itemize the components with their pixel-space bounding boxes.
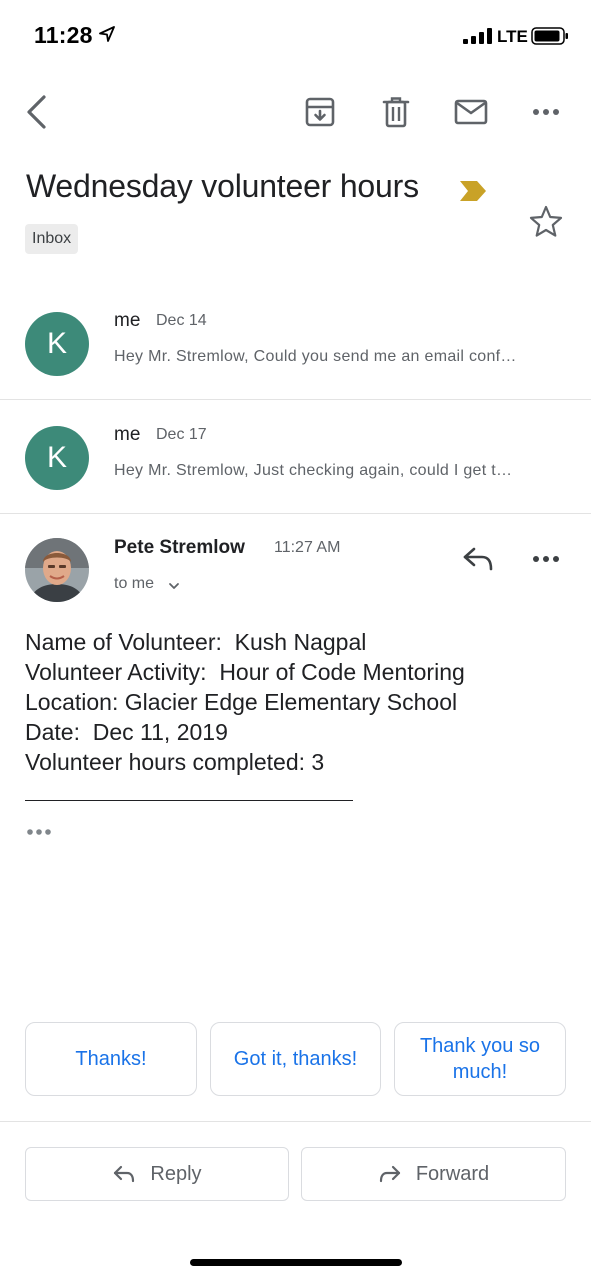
top-toolbar bbox=[0, 90, 591, 140]
collapsed-message[interactable] bbox=[0, 402, 591, 514]
smart-reply-button[interactable]: Got it, thanks! bbox=[210, 1022, 381, 1096]
inbox-label-chip[interactable]: Inbox bbox=[25, 224, 78, 254]
recipient-details-toggle[interactable]: to me bbox=[114, 575, 155, 592]
body-line: Volunteer Activity: Hour of Code Mentoring bbox=[25, 659, 465, 685]
more-icon bbox=[532, 555, 560, 563]
reply-label: Reply bbox=[150, 1162, 202, 1185]
message-sender: me bbox=[114, 424, 141, 445]
delete-icon bbox=[382, 96, 410, 128]
expanded-message-header bbox=[0, 515, 591, 615]
avatar: K bbox=[25, 426, 89, 490]
home-indicator[interactable] bbox=[190, 1259, 402, 1266]
delete-button[interactable] bbox=[374, 90, 418, 134]
email-subject: Wednesday volunteer hours bbox=[26, 168, 419, 204]
reply-button[interactable] bbox=[458, 541, 498, 577]
message-more-button[interactable] bbox=[524, 537, 568, 581]
bottom-divider bbox=[0, 1121, 591, 1122]
message-sender: me bbox=[114, 310, 141, 331]
mark-unread-button[interactable] bbox=[449, 90, 493, 134]
message-divider bbox=[0, 513, 591, 514]
back-button[interactable] bbox=[14, 90, 58, 134]
message-sender: Pete Stremlow bbox=[114, 537, 245, 558]
message-body bbox=[25, 627, 465, 777]
message-snippet: Hey Mr. Stremlow, Could you send me an email conf… bbox=[114, 348, 517, 365]
forward-action-button[interactable] bbox=[301, 1147, 566, 1201]
message-time: 11:27 AM bbox=[274, 539, 341, 556]
mark-unread-icon bbox=[454, 99, 488, 125]
reply-icon bbox=[462, 546, 494, 572]
chevron-down-icon[interactable] bbox=[168, 581, 180, 591]
status-time: 11:28 bbox=[34, 22, 93, 48]
more-icon bbox=[532, 108, 560, 116]
status-bar bbox=[0, 0, 591, 70]
smart-reply-button[interactable]: Thanks! bbox=[25, 1022, 197, 1096]
more-options-button[interactable] bbox=[524, 90, 568, 134]
star-icon[interactable] bbox=[528, 204, 564, 240]
forward-label: Forward bbox=[415, 1162, 490, 1185]
reply-icon bbox=[112, 1164, 136, 1184]
avatar: K bbox=[25, 312, 89, 376]
network-type: LTE bbox=[497, 27, 528, 46]
signal-bars-icon bbox=[463, 28, 493, 44]
reply-action-button[interactable] bbox=[25, 1147, 289, 1201]
back-icon bbox=[24, 94, 48, 130]
collapsed-message[interactable] bbox=[0, 288, 591, 400]
smart-reply-button[interactable]: Thank you so much! bbox=[394, 1022, 566, 1096]
signature-rule bbox=[25, 800, 353, 801]
message-date: Dec 17 bbox=[156, 426, 207, 443]
message-date: Dec 14 bbox=[156, 312, 207, 329]
archive-button[interactable] bbox=[298, 90, 342, 134]
body-line: Name of Volunteer: Kush Nagpal bbox=[25, 629, 367, 655]
show-trimmed-content-icon[interactable] bbox=[26, 822, 56, 842]
forward-icon bbox=[378, 1164, 402, 1184]
battery-icon bbox=[531, 26, 569, 46]
location-arrow-icon bbox=[99, 26, 115, 42]
body-line: Volunteer hours completed: 3 bbox=[25, 749, 325, 775]
archive-icon bbox=[304, 96, 336, 128]
body-line: Date: Dec 11, 2019 bbox=[25, 719, 228, 745]
sender-avatar-photo bbox=[25, 538, 89, 602]
message-snippet: Hey Mr. Stremlow, Just checking again, could I get t… bbox=[114, 462, 513, 479]
smart-replies bbox=[0, 1022, 591, 1096]
importance-marker-icon[interactable] bbox=[459, 180, 487, 202]
body-line: Location: Glacier Edge Elementary School bbox=[25, 689, 458, 715]
message-divider bbox=[0, 399, 591, 400]
